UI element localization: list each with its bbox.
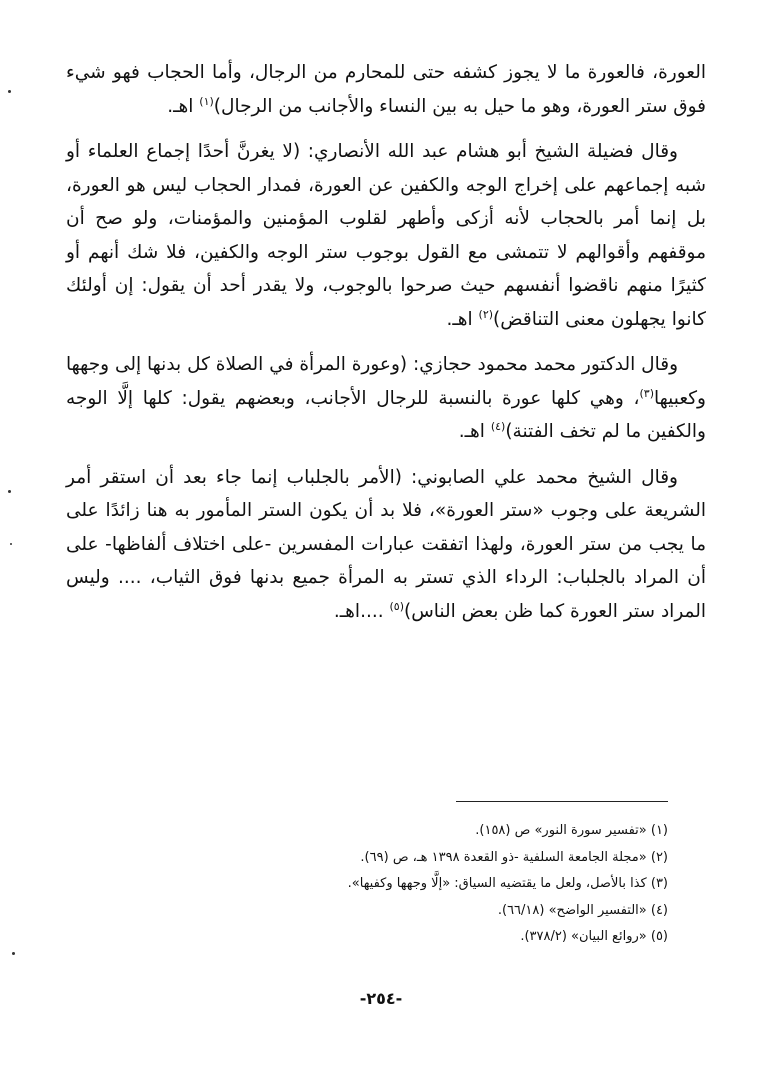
footnotes <box>260 818 668 951</box>
paragraph-2 <box>66 135 706 336</box>
paragraph-text: وقال فضيلة الشيخ أبو هشام عبد الله الأنصاري: (لا يغرنَّ أحدًا إجماع العلماء أو شبه إجماعهم على إخراج الوجه والكفين عن العورة، فمدار الحجاب ليس هو العورة، بل إنما أمر بالحجاب لأنه أزكى وأطهر لقلوب المؤمنين والمؤمنات، ولو صح أن موقفهم وأقوالهم لا تتمشى مع القول بوجوب ستر الوجه والكفين، فلا شك أنهم أو كثيرًا منهم ناقضوا أنفسهم حيث صرحوا بالوجوب، ولا يقدر أحد أن يقول: إن أولئك كانوا يجهلون معنى التناقض) <box>66 141 706 330</box>
paragraph-text: وقال الدكتور محمد محمود حجازي: (وعورة المرأة في الصلاة كل بدنها إلى وجهها وكعبيها <box>66 354 706 409</box>
main-text <box>66 56 706 640</box>
footnote-reference: (٥) <box>389 599 404 613</box>
footnote-reference: (٤) <box>490 419 506 433</box>
scan-speck <box>8 90 11 93</box>
footnote-3: (٣) كذا بالأصل، ولعل ما يقتضيه السياق: «إلَّا وجهها وكفيها». <box>347 876 668 891</box>
paragraph-text: ، وهي كلها عورة بالنسبة للرجال الأجانب، وبعضهم يقول: كلها إلَّا الوجه والكفين ما لم تخف الفتنة) <box>66 387 706 442</box>
paragraph-text: اهـ. <box>167 95 200 117</box>
footnote-2: (٢) «مجلة الجامعة السلفية -ذو القعدة ١٣٩٨ هـ، ص (٦٩). <box>360 849 668 865</box>
scan-speck <box>8 490 11 493</box>
footnote-reference: (٣) <box>639 386 654 400</box>
footnote-4: (٤) «التفسير الواضح» (٦٦/١٨). <box>497 902 668 918</box>
footnote-1: (١) «تفسير سورة النور» ص (١٥٨). <box>475 823 668 838</box>
paragraph-3 <box>66 348 706 449</box>
footnote-5: (٥) «روائع البيان» (٣٧٨/٢). <box>520 929 668 944</box>
footnote-divider <box>456 801 668 802</box>
page-number: -٢٥٤- <box>359 989 403 1008</box>
paragraph-text: اهـ. <box>446 308 479 330</box>
paragraph-1 <box>66 56 706 123</box>
scan-speck <box>10 543 12 545</box>
paragraph-4 <box>66 461 706 629</box>
paragraph-text: ....اهـ. <box>333 600 390 622</box>
paragraph-text: وقال الشيخ محمد علي الصابوني: (الأمر بالجلباب إنما جاء بعد أن استقر أمر الشريعة على وجوب «ستر العورة»، فلا بد أن يكون الستر المأمور به هنا زائدًا على ما يجب من ستر العورة، ولهذا اتفقت عبارات المفسرين -على اختلاف ألفاظها- على أن المراد بالجلباب: الرداء الذي تستر به المرأة جميع بدنها فوق الثياب، .... وليس المراد ستر العورة كما ظن بعض الناس) <box>66 466 706 622</box>
footnote-reference: (٢) <box>478 307 494 321</box>
paragraph-text: العورة، فالعورة ما لا يجوز كشفه حتى للمحارم من الرجال، وأما الحجاب فهو شيء فوق ستر العورة، وهو ما حيل به بين النساء والأجانب من الرجال) <box>66 62 706 117</box>
footnote-reference: (١) <box>199 94 214 108</box>
paragraph-text: اهـ. <box>458 421 491 442</box>
scan-speck <box>12 952 15 955</box>
